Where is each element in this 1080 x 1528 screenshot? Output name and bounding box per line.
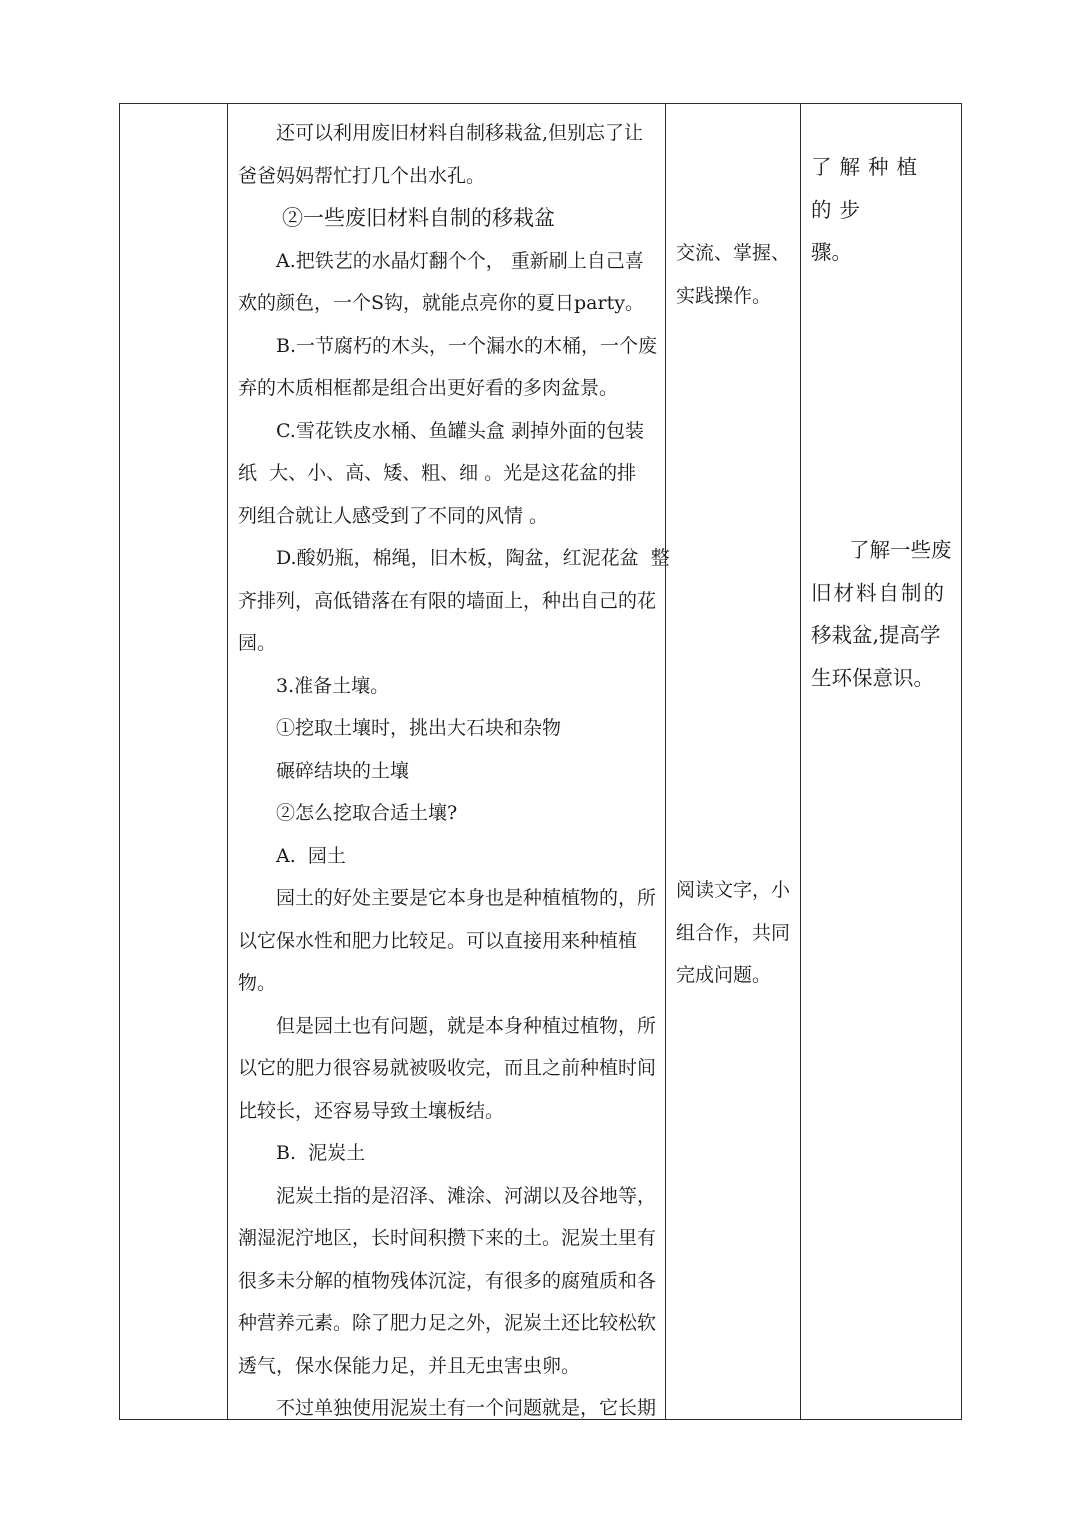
goal-line: 了解一些废 (849, 538, 952, 562)
content-line: 3.准备土壤。 (276, 674, 390, 697)
content-line: ①挖取土壤时，挑出大石块和杂物 (276, 717, 562, 739)
design-intent-column (801, 104, 961, 1419)
content-line: D.酸奶瓶，棉绳，旧木板，陶盆，红泥花盆 整 (276, 547, 670, 569)
content-line: B.一节腐朽的木头，一个漏水的木桶，一个废 (276, 334, 658, 357)
activity-line: 组合作，共同 (676, 921, 791, 944)
content-line: 很多未分解的植物残体沉淀，有很多的腐殖质和各 (238, 1269, 657, 1292)
content-line: A.把铁艺的水晶灯翻个个， 重新刷上自己喜 (276, 249, 644, 272)
content-line: 透气，保水保能力足，并且无虫害虫卵。 (238, 1354, 581, 1377)
content-line: 比较长，还容易导致土壤板结。 (238, 1099, 505, 1122)
content-subheading: ②一些废旧材料自制的移栽盆 (282, 206, 555, 230)
content-line: 欢的颜色，一个S钩，就能点亮你的夏日party。 (238, 292, 644, 314)
content-line: B. 泥炭土 (276, 1142, 366, 1164)
goal-line: 旧材料自制的 (811, 580, 946, 605)
activity-line: 阅读文字，小 (676, 879, 791, 901)
content-line: 种营养元素。除了肥力足之外，泥炭土还比较松软 (238, 1312, 657, 1334)
content-line: 爸爸妈妈帮忙打几个出水孔。 (238, 164, 486, 187)
goal-block (811, 529, 953, 699)
goal-line: 骤。 (811, 240, 852, 264)
goal-line: 移栽盆,提高学 (811, 623, 941, 647)
content-line: 弃的木质相框都是组合出更好看的多肉盆景。 (238, 377, 619, 399)
content-line: 纸 大、小、高、矮、粗、细 。光是这花盆的排 (238, 462, 637, 484)
teaching-content-column (228, 104, 670, 1430)
content-line: 齐排列，高低错落在有限的墙面上，种出自己的花 (238, 589, 657, 612)
activity-block (676, 869, 792, 997)
content-line: 园。 (238, 632, 277, 654)
content-line: 泥炭土指的是沼泽、滩涂、河湖以及谷地等， (276, 1184, 657, 1207)
content-line: 列组合就让人感受到了不同的风情 。 (238, 504, 549, 527)
content-line: 物。 (238, 972, 277, 994)
activity-line: 实践操作。 (676, 284, 772, 307)
lesson-plan-table (119, 103, 962, 1420)
goal-block (811, 146, 953, 274)
content-line: 潮湿泥泞地区，长时间积攒下来的土。泥炭土里有 (238, 1227, 657, 1249)
stage-column (120, 104, 227, 1419)
content-line: 还可以利用废旧材料自制移栽盆,但别忘了让 (276, 122, 644, 144)
content-line: 以它保水性和肥力比较足。可以直接用来种植植 (238, 929, 638, 952)
content-line: C.雪花铁皮水桶、鱼罐头盒 剥掉外面的包装 (276, 419, 644, 442)
content-line: 园土的好处主要是它本身也是种植植物的，所 (276, 887, 657, 909)
content-line: A. 园土 (276, 844, 346, 867)
content-line: 碾碎结块的土壤 (276, 759, 410, 782)
student-activity-column (666, 104, 800, 1419)
goal-line: 生环保意识。 (811, 665, 934, 690)
activity-line: 完成问题。 (676, 964, 772, 986)
content-line: 但是园土也有问题，就是本身种植过植物，所 (276, 1014, 657, 1037)
content-line: ②怎么挖取合适土壤? (276, 802, 458, 824)
content-line: 不过单独使用泥炭土有一个问题就是，它长期 (276, 1397, 657, 1419)
content-line: 以它的肥力很容易就被吸收完，而且之前种植时间 (238, 1057, 657, 1079)
activity-block (676, 232, 792, 317)
goal-line: 了解种植的步 (811, 155, 925, 222)
activity-line: 交流、掌握、 (676, 242, 791, 264)
